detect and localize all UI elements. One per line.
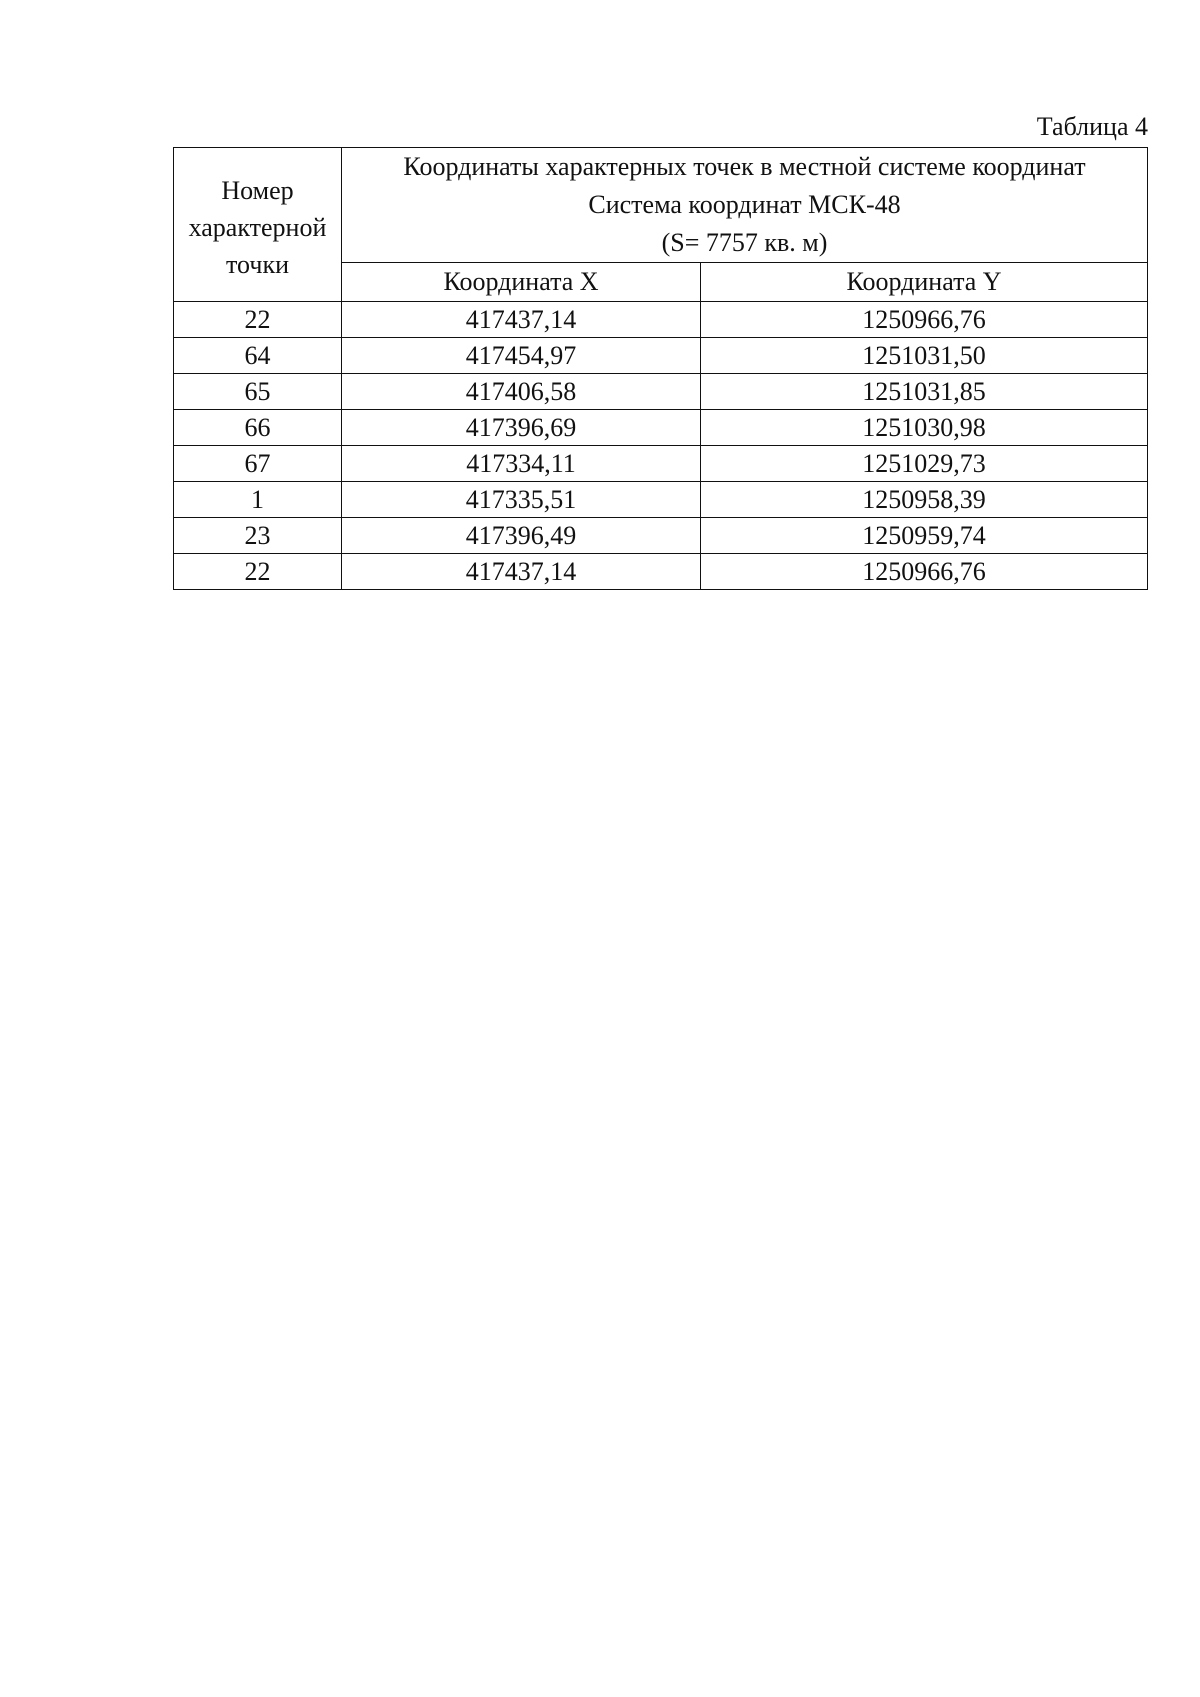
cell-y: 1250959,74 xyxy=(701,518,1148,554)
table-row xyxy=(174,374,1148,410)
table-row xyxy=(174,446,1148,482)
cell-x: 417437,14 xyxy=(342,554,701,590)
header-coordinate-system xyxy=(342,148,1148,263)
header-coordinate-y: Координата Y xyxy=(701,263,1148,302)
cell-point: 1 xyxy=(174,482,342,518)
cell-y: 1250958,39 xyxy=(701,482,1148,518)
cell-y: 1251030,98 xyxy=(701,410,1148,446)
header-point-number xyxy=(174,148,342,302)
table-row xyxy=(174,554,1148,590)
header-group-line: Система координат МСК-48 xyxy=(588,190,901,219)
cell-point: 66 xyxy=(174,410,342,446)
cell-x: 417437,14 xyxy=(342,302,701,338)
cell-point: 22 xyxy=(174,302,342,338)
cell-x: 417396,49 xyxy=(342,518,701,554)
header-group-line: (S= 7757 кв. м) xyxy=(661,228,828,257)
header-point-line: Номер xyxy=(221,176,294,205)
cell-y: 1250966,76 xyxy=(701,302,1148,338)
cell-point: 23 xyxy=(174,518,342,554)
table-row xyxy=(174,518,1148,554)
header-coordinate-x: Координата X xyxy=(342,263,701,302)
cell-y: 1251029,73 xyxy=(701,446,1148,482)
table-caption: Таблица 4 xyxy=(1036,112,1148,141)
table-row xyxy=(174,338,1148,374)
cell-x: 417454,97 xyxy=(342,338,701,374)
cell-x: 417335,51 xyxy=(342,482,701,518)
header-group-line: Координаты характерных точек в местной системе координат xyxy=(403,152,1086,181)
cell-x: 417406,58 xyxy=(342,374,701,410)
cell-point: 22 xyxy=(174,554,342,590)
header-point-line: характерной xyxy=(188,213,327,242)
cell-y: 1250966,76 xyxy=(701,554,1148,590)
table-row xyxy=(174,482,1148,518)
coordinates-table xyxy=(173,147,1148,590)
cell-y: 1251031,50 xyxy=(701,338,1148,374)
header-row-group xyxy=(174,148,1148,263)
header-point-line: точки xyxy=(226,250,289,279)
table-row xyxy=(174,302,1148,338)
cell-point: 67 xyxy=(174,446,342,482)
cell-x: 417396,69 xyxy=(342,410,701,446)
cell-point: 64 xyxy=(174,338,342,374)
table-row xyxy=(174,410,1148,446)
cell-x: 417334,11 xyxy=(342,446,701,482)
cell-y: 1251031,85 xyxy=(701,374,1148,410)
cell-point: 65 xyxy=(174,374,342,410)
